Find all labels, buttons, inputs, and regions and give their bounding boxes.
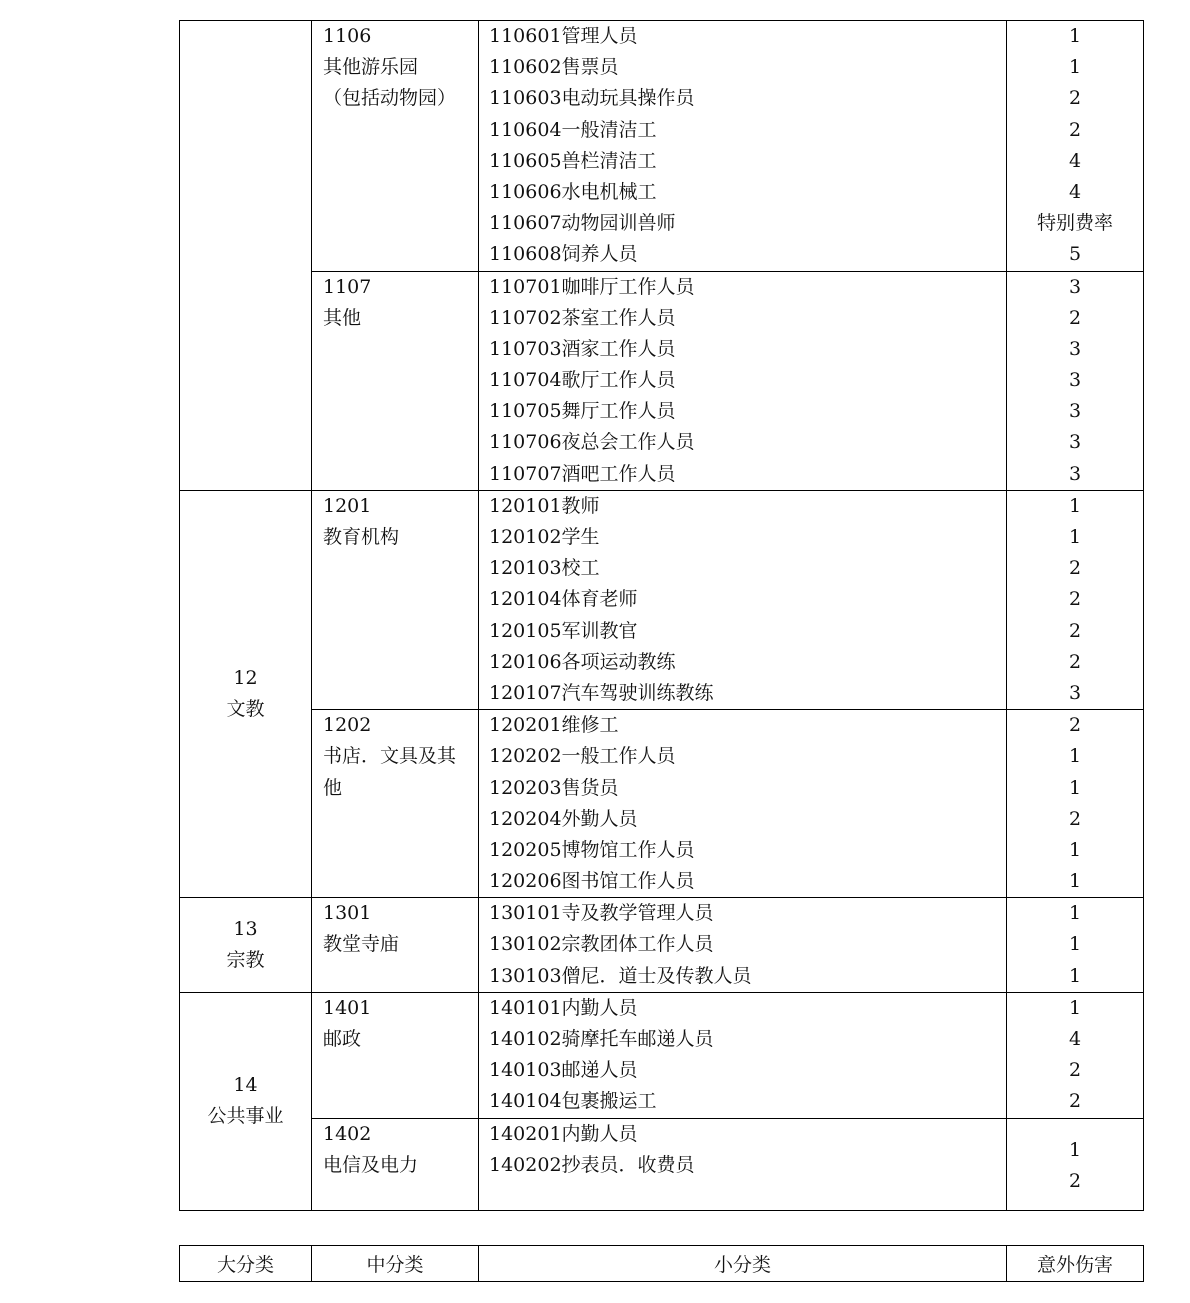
- medium-name: 其他游乐园: [323, 56, 419, 79]
- accident-rate-cell: [1007, 898, 1144, 993]
- medium-code: 1201: [323, 494, 372, 517]
- accident-rate-cell: [1007, 992, 1144, 1118]
- rate-value: 3: [1068, 681, 1082, 704]
- minor-category-cell: [479, 1118, 1007, 1210]
- rate-value: 4: [1068, 1028, 1082, 1050]
- list-item: 120105军训教官: [489, 619, 638, 642]
- table-row: [180, 1118, 1144, 1210]
- rate-value: 1: [1068, 964, 1082, 987]
- major-code: 13: [233, 918, 258, 941]
- minor-category-cell: [479, 710, 1007, 898]
- list-item: 110704歌厅工作人员: [489, 369, 676, 392]
- rate-value: 1: [1068, 838, 1082, 861]
- rate-value: 特别费率: [1036, 212, 1113, 235]
- rate-value: 2: [1068, 87, 1082, 110]
- rate-value: 1: [1068, 776, 1082, 799]
- list-item: 120201维修工: [489, 714, 619, 737]
- rate-value: 2: [1068, 1090, 1082, 1113]
- rate-value: 1: [1068, 870, 1082, 893]
- list-item: 110701咖啡厅工作人员: [489, 275, 695, 298]
- accident-rate-cell: [1007, 1118, 1144, 1210]
- column-header-table: [179, 1245, 1144, 1282]
- rate-value: 2: [1068, 1059, 1082, 1082]
- rate-value: 1: [1068, 494, 1082, 517]
- rate-value: 2: [1068, 588, 1082, 611]
- rate-value: 3: [1068, 275, 1082, 298]
- list-item: 130102宗教团体工作人员: [489, 933, 714, 956]
- list-item: 130103僧尼．道士及传教人员: [489, 964, 752, 987]
- medium-code: 1107: [323, 275, 372, 298]
- list-item: 110706夜总会工作人员: [489, 431, 695, 454]
- major-category-header: 大分类: [180, 1246, 312, 1282]
- rate-value: 2: [1068, 118, 1082, 141]
- medium-category-cell: [312, 710, 479, 898]
- rate-value: 2: [1068, 557, 1082, 580]
- list-item: 120106各项运动教练: [489, 650, 676, 673]
- medium-category-cell: [312, 21, 479, 272]
- minor-category-cell: [479, 490, 1007, 709]
- list-item: 110702茶室工作人员: [489, 306, 676, 329]
- rate-value: 2: [1068, 650, 1082, 673]
- list-item: 110604一般清洁工: [489, 118, 657, 141]
- table-row: [180, 992, 1144, 1118]
- list-item: 120203售货员: [489, 776, 619, 799]
- rate-value: 3: [1068, 462, 1082, 485]
- rate-value: 1: [1068, 996, 1082, 1019]
- major-code: 14: [233, 1074, 258, 1097]
- list-item: 110603电动玩具操作员: [489, 87, 695, 110]
- medium-code: 1106: [323, 25, 372, 47]
- rate-value: 5: [1068, 243, 1082, 266]
- major-code: 12: [233, 667, 258, 690]
- medium-category-cell: [312, 271, 479, 490]
- table-row: [180, 490, 1144, 709]
- list-item: 140103邮递人员: [489, 1059, 638, 1082]
- rate-value: 2: [1068, 619, 1082, 642]
- list-item: 120103校工: [489, 557, 600, 580]
- medium-name: 电信及电力: [323, 1153, 419, 1176]
- minor-category-cell: [479, 992, 1007, 1118]
- major-name: 文教: [226, 698, 265, 721]
- list-item: 120204外勤人员: [489, 807, 638, 830]
- accident-rate-cell: [1007, 710, 1144, 898]
- list-item: 110707酒吧工作人员: [489, 462, 676, 485]
- rate-value: 2: [1068, 807, 1082, 830]
- table-row: [180, 21, 1144, 272]
- rate-value: 4: [1068, 149, 1082, 172]
- rate-value: 2: [1068, 714, 1082, 737]
- list-item: 110607动物园训兽师: [489, 212, 676, 235]
- medium-code: 1401: [323, 996, 372, 1019]
- rate-value: 1: [1068, 1138, 1082, 1161]
- accident-header: 意外伤害: [1007, 1246, 1144, 1282]
- medium-name-cont: （包括动物园）: [323, 87, 457, 110]
- medium-name-cont: 他: [323, 776, 343, 799]
- rate-value: 3: [1068, 400, 1082, 423]
- rate-value: 1: [1068, 25, 1082, 47]
- minor-category-cell: [479, 898, 1007, 993]
- list-item: 140201内勤人员: [489, 1122, 638, 1145]
- major-category-cell: [180, 898, 312, 993]
- list-item: 120205博物馆工作人员: [489, 838, 695, 861]
- major-category-cell: [180, 21, 312, 491]
- minor-category-cell: [479, 271, 1007, 490]
- list-item: 140102骑摩托车邮递人员: [489, 1028, 714, 1050]
- list-item: 120202一般工作人员: [489, 745, 676, 768]
- rate-value: 4: [1068, 180, 1082, 203]
- list-item: 110606水电机械工: [489, 180, 657, 203]
- occupation-table: [179, 20, 1144, 1211]
- list-item: 140104包裹搬运工: [489, 1090, 657, 1113]
- medium-category-header: 中分类: [312, 1246, 479, 1282]
- major-name: 公共事业: [207, 1105, 284, 1128]
- medium-category-cell: [312, 1118, 479, 1210]
- medium-name: 其他: [323, 306, 362, 329]
- list-item: 110601管理人员: [489, 25, 638, 47]
- medium-category-cell: [312, 898, 479, 993]
- list-item: 110602售票员: [489, 56, 619, 79]
- major-category-cell: [180, 992, 312, 1210]
- list-item: 120107汽车驾驶训练教练: [489, 681, 714, 704]
- table-row: [180, 710, 1144, 898]
- minor-category-cell: [479, 21, 1007, 272]
- rate-value: 3: [1068, 431, 1082, 454]
- header-row: [180, 1246, 1144, 1282]
- rate-value: 1: [1068, 56, 1082, 79]
- medium-name: 书店．文具及其: [323, 745, 457, 768]
- rate-value: 1: [1068, 745, 1082, 768]
- rate-value: 2: [1068, 306, 1082, 329]
- list-item: 140101内勤人员: [489, 996, 638, 1019]
- accident-rate-cell: [1007, 490, 1144, 709]
- list-item: 120102学生: [489, 526, 600, 548]
- list-item: 110605兽栏清洁工: [489, 149, 657, 172]
- list-item: 120206图书馆工作人员: [489, 870, 695, 893]
- medium-name: 邮政: [323, 1028, 362, 1050]
- table-row: [180, 271, 1144, 490]
- accident-rate-cell: [1007, 271, 1144, 490]
- rate-value: 1: [1068, 526, 1082, 548]
- rate-value: 3: [1068, 369, 1082, 392]
- medium-name: 教堂寺庙: [323, 933, 400, 956]
- list-item: 110705舞厅工作人员: [489, 400, 676, 423]
- medium-category-cell: [312, 992, 479, 1118]
- list-item: 130101寺及教学管理人员: [489, 902, 714, 925]
- minor-category-header: 小分类: [479, 1246, 1007, 1282]
- rate-value: 2: [1068, 1169, 1082, 1192]
- list-item: 110703酒家工作人员: [489, 337, 676, 360]
- accident-rate-cell: [1007, 21, 1144, 272]
- list-item: 110608饲养人员: [489, 243, 638, 266]
- major-name: 宗教: [226, 949, 265, 972]
- list-item: 140202抄表员．收费员: [489, 1153, 695, 1176]
- table-row: [180, 898, 1144, 993]
- rate-value: 1: [1068, 902, 1082, 925]
- medium-code: 1402: [323, 1122, 372, 1145]
- rate-value: 1: [1068, 933, 1082, 956]
- medium-code: 1202: [323, 714, 372, 737]
- list-item: 120104体育老师: [489, 588, 638, 611]
- major-category-cell: [180, 490, 312, 897]
- medium-category-cell: [312, 490, 479, 709]
- rate-value: 3: [1068, 337, 1082, 360]
- medium-code: 1301: [323, 902, 372, 925]
- list-item: 120101教师: [489, 494, 600, 517]
- medium-name: 教育机构: [323, 526, 400, 548]
